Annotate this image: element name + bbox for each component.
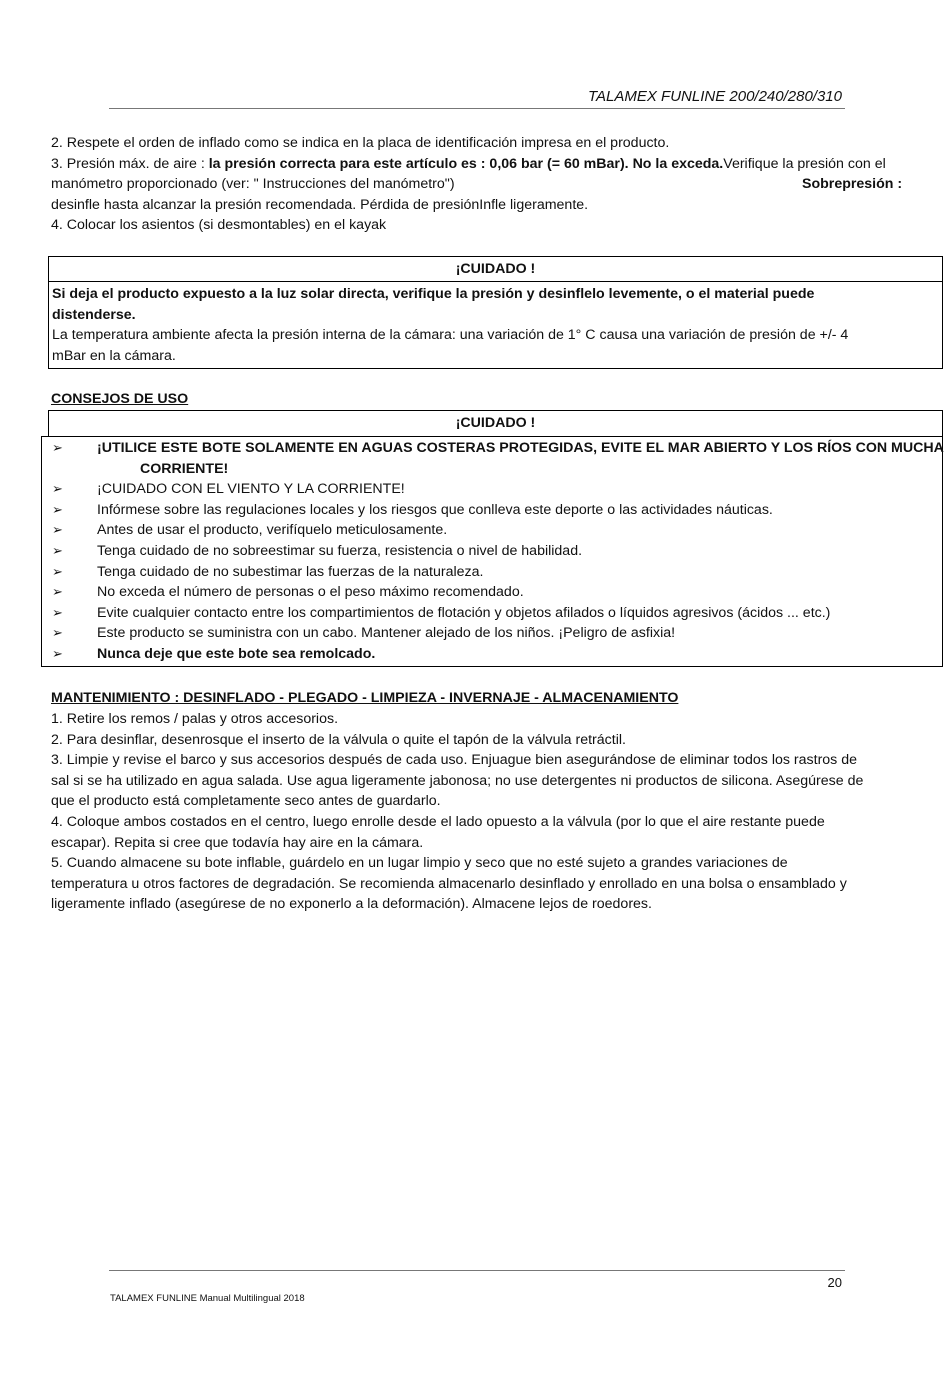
arrow-bullet-icon: ➢ [52, 645, 63, 661]
caution-heading: ¡CUIDADO ! [455, 415, 536, 431]
list-item-text: Este producto se suministra con un cabo. Mantener alejado de los niños. ¡Peligro de asfixia! [97, 625, 676, 642]
pressure-label: 3. Presión máx. de aire : [51, 155, 209, 172]
caution-text [52, 284, 942, 305]
list-item-text: ¡UTILICE ESTE BOTE SOLAMENTE EN AGUAS COSTERAS PROTEGIDAS, EVITE EL MAR ABIERTO Y LOS RÍOS CON MUCHA [97, 440, 944, 456]
intro-line: 4. Colocar los asientos (si desmontables) en el kayak [51, 217, 387, 234]
maintenance-line: escapar). Repita si cree que todavía hay aire en la cámara. [51, 834, 424, 851]
gauge-note: manómetro proporcionado (ver: " Instrucciones del manómetro") [51, 176, 455, 193]
list-item [42, 479, 942, 500]
list-item-text: Tenga cuidado de no sobreestimar su fuerza, resistencia o nivel de habilidad. [97, 542, 583, 559]
maintenance-line: 1. Retire los remos / palas y otros accesorios. [51, 711, 339, 727]
intro-line [51, 154, 935, 175]
intro-line: desinfle hasta alcanzar la presión recomendada. Pérdida de presiónInfle ligeramente. [51, 196, 589, 213]
intro-line [51, 174, 935, 195]
list-item [42, 438, 942, 479]
caution-text [52, 305, 942, 326]
arrow-bullet-icon: ➢ [52, 625, 63, 641]
usage-section-title: CONSEJOS DE USO [51, 391, 189, 407]
list-item [42, 520, 942, 541]
maintenance-line: 2. Para desinflar, desenrosque el inserto de la válvula o quite el tapón de la válvula retráctil. [51, 731, 626, 748]
maintenance-line: ligeramente inflado (asegúrese de no exponerlo a la deformación). Almacene lejos de roedores. [51, 896, 652, 913]
arrow-bullet-icon: ➢ [52, 481, 63, 497]
overpressure-label: Sobrepresión : [802, 176, 903, 193]
maintenance-line: 3. Limpie y revise el barco y sus accesorios después de cada uso. Enjuague bien asegurándose de eliminar todos los rastros de [51, 752, 857, 769]
list-item [42, 623, 942, 644]
list-item [42, 603, 942, 624]
arrow-bullet-icon: ➢ [52, 604, 63, 620]
caution-box-2-head [48, 410, 943, 437]
arrow-bullet-icon: ➢ [52, 563, 63, 579]
pressure-value: la presión correcta para este artículo es : 0,06 bar (= 60 mBar). No la exceda. [208, 155, 724, 172]
caution-bold-line: distenderse. [52, 306, 136, 323]
usage-bullet-list [41, 436, 943, 667]
caution-heading: ¡CUIDADO ! [49, 257, 942, 282]
intro-line: 2. Respete el orden de inflado como se indica en la placa de identificación impresa en el producto. [51, 135, 670, 151]
page-number: 20 [827, 1275, 842, 1290]
list-item-text: Antes de usar el producto, verifíquelo meticulosamente. [97, 522, 448, 539]
list-item-text: Evite cualquier contacto entre los compartimientos de flotación y objetos afilados o líquidos agresivos (ácidos ... etc.) [97, 604, 831, 621]
list-item-text: No exceda el número de personas o el peso máximo recomendado. [97, 584, 524, 601]
list-item [42, 500, 942, 521]
maintenance-line: 5. Cuando almacene su bote inflable, guárdelo en un lugar limpio y seco que no esté sujeto a grandes variaciones de [51, 855, 788, 872]
caution-text: La temperatura ambiente afecta la presión interna de la cámara: una variación de 1° C causa una variación de presión de +/- 4 [52, 327, 849, 344]
maintenance-line: que el producto está completamente seco antes de guardarlo. [51, 793, 441, 810]
arrow-bullet-icon: ➢ [52, 522, 63, 538]
list-item [42, 562, 942, 583]
arrow-bullet-icon: ➢ [52, 440, 63, 455]
page-header-title: TALAMEX FUNLINE 200/240/280/310 [587, 88, 842, 105]
caution-text: mBar en la cámara. [52, 347, 176, 364]
list-item [42, 644, 942, 665]
list-item-text: Infórmese sobre las regulaciones locales y los riesgos que conlleva este deporte o las actividades náuticas. [97, 501, 773, 518]
footer-rule [109, 1270, 845, 1271]
list-item-text: Nunca deje que este bote sea remolcado. [97, 645, 376, 662]
maintenance-line: temperatura u otros factores de degradación. Se recomienda almacenarlo desinflado y enrollado en una bolsa o ensamblado y [51, 875, 847, 892]
caution-bold-line: Si deja el producto expuesto a la luz solar directa, verifique la presión y desinflelo levemente, o el material puede [52, 286, 815, 302]
list-item-text: Tenga cuidado de no subestimar las fuerzas de la naturaleza. [97, 563, 484, 580]
intro-block [51, 133, 935, 236]
maintenance-line: 4. Coloque ambos costados en el centro, luego enrolle desde el lado opuesto a la válvula (por lo que el aire restante puede [51, 813, 825, 830]
maintenance-block [51, 709, 935, 915]
footer-text: TALAMEX FUNLINE Manual Multilingual 2018 [110, 1293, 305, 1304]
maintenance-line: sal si se ha utilizado en agua salada. Use agua ligeramente jabonosa; no use detergentes ni productos de silicona. Asegúrese de [51, 772, 864, 789]
maintenance-section-title: MANTENIMIENTO : DESINFLADO - PLEGADO - LIMPIEZA - INVERNAJE - ALMACENAMIENTO [51, 690, 679, 706]
list-item-text: CORRIENTE! [140, 460, 229, 477]
list-item [42, 541, 942, 562]
list-item [42, 582, 942, 603]
list-item-text: ¡CUIDADO CON EL VIENTO Y LA CORRIENTE! [97, 481, 405, 498]
arrow-bullet-icon: ➢ [52, 584, 63, 600]
caution-box-1 [48, 256, 943, 369]
header-rule [109, 108, 845, 109]
pressure-verify: Verifique la presión con el [723, 155, 886, 172]
arrow-bullet-icon: ➢ [52, 501, 63, 517]
arrow-bullet-icon: ➢ [52, 542, 63, 558]
